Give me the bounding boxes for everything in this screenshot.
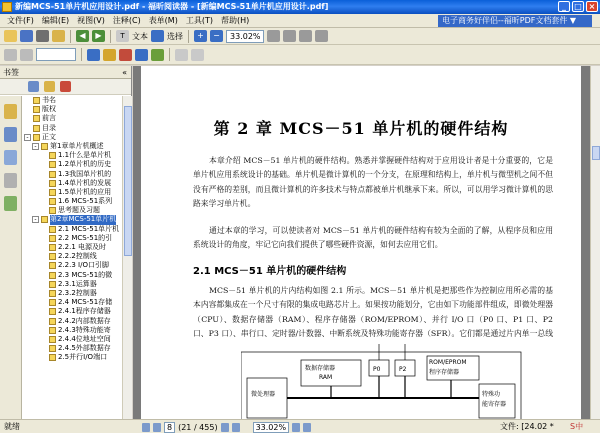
page-navigation [142,421,311,433]
bookmark-icon [41,143,48,150]
bookmark-item[interactable] [24,151,122,160]
note-icon[interactable] [103,49,116,61]
bookmark-item[interactable] [24,353,122,362]
main-toolbar [0,28,600,45]
bookmark-label: 正文 [42,132,56,141]
collapse-panel-icon[interactable]: « [122,68,127,77]
bookmark-icon [33,134,40,141]
back-icon[interactable]: ◀ [76,30,89,42]
bookmark-scrollbar[interactable] [122,96,132,419]
bookmark-item[interactable] [24,188,122,197]
bookmark-item[interactable] [24,105,122,114]
bookmark-item[interactable] [24,298,122,307]
bookmark-item[interactable] [24,335,122,344]
title-bar [0,0,600,14]
bookmark-icon [49,244,56,251]
bookmark-label: 2.4.1程序存储器 [58,307,111,316]
bookmark-item[interactable] [24,179,122,188]
bookmark-label: 目录 [42,123,56,132]
bookmark-item[interactable] [24,124,122,133]
rotate-icon[interactable] [299,30,312,42]
comments-tab-icon[interactable] [4,196,17,211]
bookmark-item[interactable] [24,215,122,224]
text-tool-icon[interactable]: T [116,30,129,42]
bookmark-label: 版权 [42,105,56,114]
bookmark-label: 2.2.2控制线 [58,252,97,261]
bookmark-item[interactable] [24,317,122,326]
chapter-title: 第 2 章 MCS－51 单片机的硬件结构 [213,119,509,138]
menu-tools[interactable]: 工具(T) [185,16,213,25]
menu-comment[interactable]: 注释(C) [112,16,141,25]
bookmark-label: 2.1 MCS-51单片机 [58,224,120,233]
last-page-button[interactable] [232,423,240,432]
bookmark-item[interactable] [24,197,122,206]
bookmark-icon [49,308,56,315]
pages-tab-icon[interactable] [4,127,17,142]
bookmark-icon [49,189,56,196]
paragraph-goal: 通过本章的学习，可以使读者对 MCS－51 单片机的硬件结构有较为全面的了解，从程序员和应用系统设计的角度，牢记它向我们提供了哪些硬件资源，如何去应用它们。 [193,226,553,250]
new-bookmark-icon[interactable] [44,81,55,92]
bookmark-label: 思考题及习题 [58,206,100,215]
secondary-toolbar [0,45,600,65]
status-zoom[interactable]: 33.02% [253,422,290,433]
bookmark-label: 第2章MCS-51单片机 [50,215,117,224]
bookmark-panel-title: 书签 [3,68,19,77]
expand-toggle-icon[interactable]: - [32,143,39,150]
paragraph-intro: 本章介绍 MCS－51 单片机的硬件结构。熟悉并掌握硬件结构对于应用设计者是十分重要的，它是单片机应用系统设计的基础。单片机是微计算机的一个分支，在原理和结构上，单片机与微型机之间不但没有严格的差别，而且微计算机的许多技术与特点都被单片机继承下来。所以，可以用学习微计算机的思路来学习单片机。 [193,156,553,209]
bookmark-item[interactable] [24,271,122,280]
pdf-page [141,66,581,419]
menu-edit[interactable]: 编辑(E) [41,16,70,25]
bookmark-item[interactable] [24,289,122,298]
bookmark-label: 1.4单片机的发展 [58,178,112,187]
panel-tab-strip [0,96,22,419]
window-title: 新编MCS-51单片机应用设计.pdf - 福昕阅读器 - [新编MCS-51单片机应用设计.pdf] [15,2,329,11]
bookmark-item[interactable] [24,96,122,105]
menu-form[interactable]: 表单(M) [148,16,178,25]
menu-file[interactable]: 文件(F) [7,16,34,25]
bookmark-icon [49,152,56,159]
bookmark-label: 1.5单片机的应用 [58,187,112,196]
bookmark-icon [49,290,56,297]
svg-text:ROM/EPROM: ROM/EPROM [429,359,467,366]
bookmark-item[interactable] [24,252,122,261]
attachments-tab-icon[interactable] [4,173,17,188]
bookmark-icon [49,336,56,343]
zoom-out-icon[interactable]: − [210,30,223,42]
bookmark-icon [49,299,56,306]
snapshot-icon[interactable] [191,49,204,61]
svg-text:P0: P0 [373,366,381,373]
prev-page-button[interactable] [153,423,161,432]
minimize-button[interactable]: _ [558,1,570,12]
search-icon[interactable] [175,49,188,61]
bookmark-item[interactable] [24,114,122,123]
zoom-in-icon[interactable]: + [194,30,207,42]
first-page-icon[interactable] [4,49,17,61]
paragraph-structure: MCS－51 单片机的片内结构如图 2.1 所示。MCS－51 单片机是把那些作为控制应用所必需的基本内容都集成在一个尺寸有限的集成电路芯片上。如果按功能划分，它由如下功能部件组成，即微处理器（CPU）、数据存储器（RAM）、程序存储器（ROM/EPROM）、并行 I/O 口（P0 口、P1 口、P2 口、P3 口）、串行口、定时器/计数器、中断系统及特殊功能寄存器（SFR）。它们都是通过片内单一总线 [193,286,553,339]
stamp-icon[interactable] [151,49,164,61]
bookmark-item[interactable] [24,280,122,289]
bookmark-icon [49,281,56,288]
block-diagram-figure [241,344,531,419]
bookmark-icon [49,207,56,214]
expand-all-icon[interactable] [28,81,39,92]
select-tool-label[interactable]: 选择 [167,31,183,41]
layers-tab-icon[interactable] [4,150,17,165]
maximize-button[interactable]: □ [572,1,584,12]
svg-text:RAM: RAM [319,374,333,381]
bookmark-icon [49,226,56,233]
bookmark-item[interactable] [24,170,122,179]
bookmark-label: 2.4.5外部数据存 [58,344,111,353]
bookmark-icon [33,125,40,132]
text-tool-label[interactable]: 文本 [132,31,148,41]
bookmark-icon [49,272,56,279]
bookmark-icon [49,354,56,361]
bookmark-item[interactable] [24,234,122,243]
svg-text:P2: P2 [399,366,407,373]
bookmark-item[interactable] [24,344,122,353]
bookmark-item[interactable] [24,326,122,335]
first-page-button[interactable] [142,423,150,432]
delete-bookmark-icon[interactable] [60,81,71,92]
hand-tool-icon[interactable] [87,49,100,61]
menu-view[interactable]: 视图(V) [77,16,105,25]
bookmark-icon [49,253,56,260]
bookmark-label: 2.5并行I/O端口 [58,353,108,362]
open-icon[interactable] [4,30,17,42]
bookmark-icon [49,198,56,205]
bookmark-tree [24,96,122,419]
menu-help[interactable]: 帮助(H) [220,16,250,25]
bookmark-label: 2.2.3 I/O口引脚 [58,261,109,270]
bookmark-label: 第1章单片机概述 [50,141,104,150]
ad-arrow: ▼ [569,16,577,25]
bookmark-icon [33,115,40,122]
zoom-in-button[interactable] [303,423,311,432]
bookmark-icon [33,97,40,104]
bookmarks-tab-icon[interactable] [4,104,17,119]
bookmark-icon [49,262,56,269]
print-icon[interactable] [36,30,49,42]
bookmark-label: 1.3我国单片机的 [58,169,112,178]
bookmark-icon [49,345,56,352]
bookmark-label: 2.4 MCS-51存储 [58,298,113,307]
bookmark-label: 1.6 MCS-51系列 [58,197,113,206]
save-icon[interactable] [20,30,33,42]
document-scrollbar[interactable] [590,66,600,419]
typewriter-icon[interactable] [135,49,148,61]
bookmark-label: 2.4.2内部数据存 [58,316,111,325]
next-page-button[interactable] [221,423,229,432]
bookmark-item[interactable] [24,307,122,316]
page-combo[interactable] [36,48,76,61]
svg-text:程序存储器: 程序存储器 [429,369,460,376]
bookmark-item[interactable] [24,225,122,234]
bookmark-label: 书名 [42,96,56,104]
bookmark-label: 1.2单片机的历史 [58,160,112,169]
bookmark-icon [49,318,56,325]
page-count: (21 / 455) [178,423,218,432]
ad-text: 电子商务好伴侣--福昕PDF文档套件 [442,16,568,25]
fit-page-icon[interactable] [267,30,280,42]
prev-page-icon[interactable] [20,49,33,61]
bookmark-label: 2.2 MCS-51的引 [58,233,113,242]
bookmark-item[interactable] [24,160,122,169]
bookmark-label: 2.3.1运算器 [58,279,97,288]
bookmark-icon [49,171,56,178]
bookmark-panel-header [0,66,131,79]
highlight-icon[interactable] [119,49,132,61]
close-button[interactable]: × [586,1,598,12]
bookmark-icon [49,235,56,242]
bookmark-icon [41,216,48,223]
file-size: 文件: [24.02 * [500,422,554,431]
section-title: 2.1 MCS－51 单片机的硬件结构 [193,266,347,277]
bookmark-label: 2.4.3特殊功能寄 [58,325,111,334]
email-icon[interactable] [52,30,65,42]
status-ready: 就绪 [4,422,20,431]
forward-icon[interactable]: ▶ [92,30,105,42]
app-icon [2,2,12,12]
bookmark-item[interactable] [24,243,122,252]
bookmark-label: 2.4.4位地址空间 [58,334,111,343]
ime-indicator: S中 [570,422,584,431]
bookmark-label: 2.3.2控制器 [58,288,97,297]
bookmark-icon [49,327,56,334]
expand-toggle-icon[interactable]: - [32,216,39,223]
cpu-label: 微处理器 [251,391,276,398]
status-bar [0,419,600,433]
svg-text:能寄存器: 能寄存器 [482,401,507,408]
bookmark-item[interactable] [24,133,122,142]
expand-toggle-icon[interactable]: - [24,134,31,141]
bookmark-label: 1.1什么是单片机 [58,151,112,160]
document-viewport [133,66,600,419]
bookmark-toolbar [0,79,131,95]
zoom-combo[interactable]: 33.02% [226,30,264,43]
bookmark-icon [49,161,56,168]
zoom-out-button[interactable] [292,423,300,432]
bookmark-icon [49,180,56,187]
bookmark-item[interactable] [24,261,122,270]
page-number-input[interactable]: 8 [164,422,175,433]
bookmark-icon [33,106,40,113]
bookmark-label: 前言 [42,114,56,123]
svg-text:特殊功: 特殊功 [482,391,501,398]
bookmark-item[interactable] [24,142,122,151]
bookmark-label: 2.3 MCS-51的微 [58,270,113,279]
bookmark-panel [0,66,132,419]
fit-width-icon[interactable] [283,30,296,42]
ad-banner[interactable] [438,15,592,27]
bookmark-label: 2.2.1 电源及时 [58,243,107,251]
select-tool-icon[interactable] [151,30,164,42]
svg-text:数据存储器: 数据存储器 [305,365,336,372]
single-page-icon[interactable] [315,30,328,42]
